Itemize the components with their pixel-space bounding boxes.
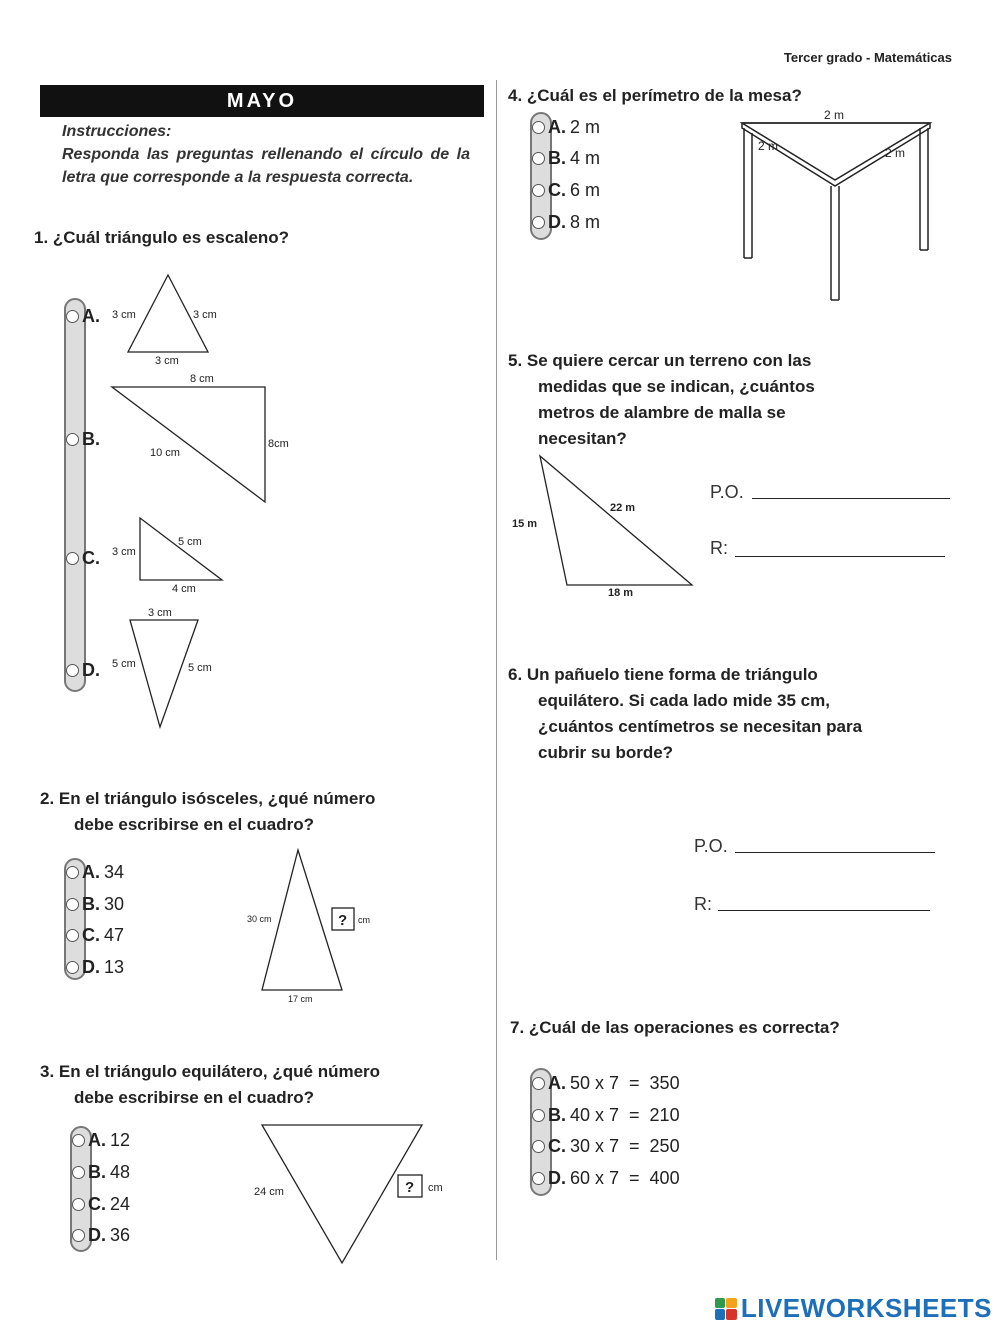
q4-option-b-letter: B. bbox=[548, 148, 566, 168]
q4-option-a-letter: A. bbox=[548, 117, 566, 137]
q4-option-c-letter: C. bbox=[548, 180, 566, 200]
q2-option-c-letter: C. bbox=[82, 925, 100, 945]
q6-text-line3: ¿cuántos centímetros se necesitan para bbox=[538, 717, 863, 736]
q5-text-line1: 5. Se quiere cercar un terreno con las bbox=[508, 351, 812, 370]
q3-option-a-letter: A. bbox=[88, 1130, 106, 1150]
q7-option-c-value: 30 x 7 = 250 bbox=[570, 1136, 680, 1156]
q4-text: 4. ¿Cuál es el perímetro de la mesa? bbox=[508, 86, 802, 105]
q3-text-line2: debe escribirse en el cuadro? bbox=[74, 1088, 314, 1107]
q7-option-c-circle[interactable] bbox=[532, 1140, 545, 1153]
instructions-body: Responda las preguntas rellenando el círculo de la letra que corresponde a la respuesta correcta. bbox=[62, 146, 470, 186]
q2-option-b-value: 30 bbox=[104, 894, 125, 914]
q3-text-line1: 3. En el triángulo equilátero, ¿qué número bbox=[40, 1062, 381, 1081]
instructions-title: Instrucciones: bbox=[62, 123, 172, 140]
q3-box-mark: ? bbox=[405, 1179, 415, 1196]
q4-option-b-value: 4 m bbox=[570, 148, 601, 168]
q1-a-right-label: 3 cm bbox=[193, 309, 217, 321]
q6-r-line[interactable] bbox=[718, 910, 930, 911]
q1-d-right-label: 5 cm bbox=[188, 662, 212, 674]
q6-text-line2: equilátero. Si cada lado mide 35 cm, bbox=[538, 691, 830, 710]
q6-r-label: R: bbox=[694, 894, 712, 914]
q7-option-d-letter: D. bbox=[548, 1168, 566, 1188]
q4-option-c-value: 6 m bbox=[570, 180, 601, 200]
q5-r-label: R: bbox=[710, 538, 728, 558]
q3-option-d-letter: D. bbox=[88, 1225, 106, 1245]
q7-option-a[interactable] bbox=[532, 1073, 680, 1094]
q1-a-base-label: 3 cm bbox=[155, 355, 179, 367]
q5-text-line3: metros de alambre de malla se bbox=[538, 403, 786, 422]
q7-option-a-letter: A. bbox=[548, 1073, 566, 1093]
q2-option-b-letter: B. bbox=[82, 894, 100, 914]
q5-left-label: 15 m bbox=[512, 518, 538, 530]
q6-po-label: P.O. bbox=[694, 836, 728, 856]
q1-b-hyp-label: 10 cm bbox=[150, 447, 180, 459]
q5-base-label: 18 m bbox=[608, 587, 634, 599]
q3-unit-label: cm bbox=[428, 1182, 443, 1194]
q2-text-line2: debe escribirse en el cuadro? bbox=[74, 815, 314, 834]
q5-right-label: 22 m bbox=[610, 502, 636, 514]
q5-terrain-triangle bbox=[540, 456, 692, 585]
q6-text-line1: 6. Un pañuelo tiene forma de triángulo bbox=[508, 665, 818, 684]
q7-option-c[interactable] bbox=[532, 1136, 680, 1157]
q4-option-a-value: 2 m bbox=[570, 117, 601, 137]
q1-d-left-label: 5 cm bbox=[112, 658, 136, 670]
q3-option-a-value: 12 bbox=[110, 1130, 131, 1150]
q3-option-b-letter: B. bbox=[88, 1162, 106, 1182]
q2-box-mark: ? bbox=[338, 912, 348, 929]
brand-text: LIVEWORKSHEETS bbox=[740, 1293, 992, 1323]
q7-option-b-circle[interactable] bbox=[532, 1109, 545, 1122]
q5-r-line[interactable] bbox=[735, 556, 945, 557]
q2-unit-label: cm bbox=[358, 915, 370, 925]
q7-text: 7. ¿Cuál de las operaciones es correcta? bbox=[510, 1018, 840, 1037]
q3-option-b-value: 48 bbox=[110, 1162, 131, 1182]
grade-subject-header: Tercer grado - Matemáticas bbox=[783, 50, 952, 65]
liveworksheets-brand[interactable] bbox=[715, 1293, 992, 1324]
q7-option-d[interactable] bbox=[532, 1168, 680, 1189]
q1-b-top-label: 8 cm bbox=[190, 373, 214, 385]
q2-option-d-value: 13 bbox=[104, 957, 125, 977]
q7-option-b-value: 40 x 7 = 210 bbox=[570, 1105, 680, 1125]
q3-option-c-value: 24 bbox=[110, 1194, 131, 1214]
q1-c-left-label: 3 cm bbox=[112, 546, 136, 558]
q2-left-label: 30 cm bbox=[247, 914, 272, 924]
q1-b-right-label: 8cm bbox=[268, 438, 289, 450]
q5-po-line[interactable] bbox=[752, 498, 950, 499]
q2-option-a-value: 34 bbox=[104, 862, 125, 882]
q1-option-c-letter: C. bbox=[82, 548, 100, 568]
q7-option-b-letter: B. bbox=[548, 1105, 566, 1125]
q5-po-label: P.O. bbox=[710, 482, 744, 502]
q4-option-d-value: 8 m bbox=[570, 212, 601, 232]
q3-option-d-value: 36 bbox=[110, 1225, 131, 1245]
liveworksheets-logo-icon bbox=[715, 1298, 737, 1320]
q4-top-label: 2 m bbox=[824, 108, 845, 122]
q4-left-label: 2 m bbox=[758, 139, 779, 153]
q5-text-line2: medidas que se indican, ¿cuántos bbox=[538, 377, 815, 396]
q7-option-d-value: 60 x 7 = 400 bbox=[570, 1168, 680, 1188]
q1-d-top-label: 3 cm bbox=[148, 607, 172, 619]
q6-text-line4: cubrir su borde? bbox=[538, 743, 674, 762]
q2-text-line1: 2. En el triángulo isósceles, ¿qué número bbox=[40, 789, 376, 808]
q7-option-a-circle[interactable] bbox=[532, 1077, 545, 1090]
q1-c-base-label: 4 cm bbox=[172, 583, 196, 595]
q4-option-d-letter: D. bbox=[548, 212, 566, 232]
q6-po-line[interactable] bbox=[735, 852, 935, 853]
q1-option-b-letter: B. bbox=[82, 429, 100, 449]
q2-option-d-letter: D. bbox=[82, 957, 100, 977]
q3-option-c-letter: C. bbox=[88, 1194, 106, 1214]
q1-text: 1. ¿Cuál triángulo es escaleno? bbox=[34, 228, 290, 247]
q1-c-hyp-label: 5 cm bbox=[178, 536, 202, 548]
q1-a-left-label: 3 cm bbox=[112, 309, 136, 321]
q1-option-d-letter: D. bbox=[82, 660, 100, 680]
q7-option-c-letter: C. bbox=[548, 1136, 566, 1156]
q4-right-label: 2 m bbox=[885, 146, 906, 160]
q7-option-a-value: 50 x 7 = 350 bbox=[570, 1073, 680, 1093]
q5-figure bbox=[0, 0, 1000, 610]
q7-option-b[interactable] bbox=[532, 1105, 680, 1126]
q2-option-a-letter: A. bbox=[82, 862, 100, 882]
month-bar: MAYO bbox=[40, 85, 484, 117]
q2-base-label: 17 cm bbox=[288, 994, 313, 1004]
q5-text-line4: necesitan? bbox=[538, 429, 627, 448]
q3-left-label: 24 cm bbox=[254, 1186, 284, 1198]
q1-option-a-letter: A. bbox=[82, 306, 100, 326]
q7-option-d-circle[interactable] bbox=[532, 1172, 545, 1185]
q2-option-c-value: 47 bbox=[104, 925, 125, 945]
